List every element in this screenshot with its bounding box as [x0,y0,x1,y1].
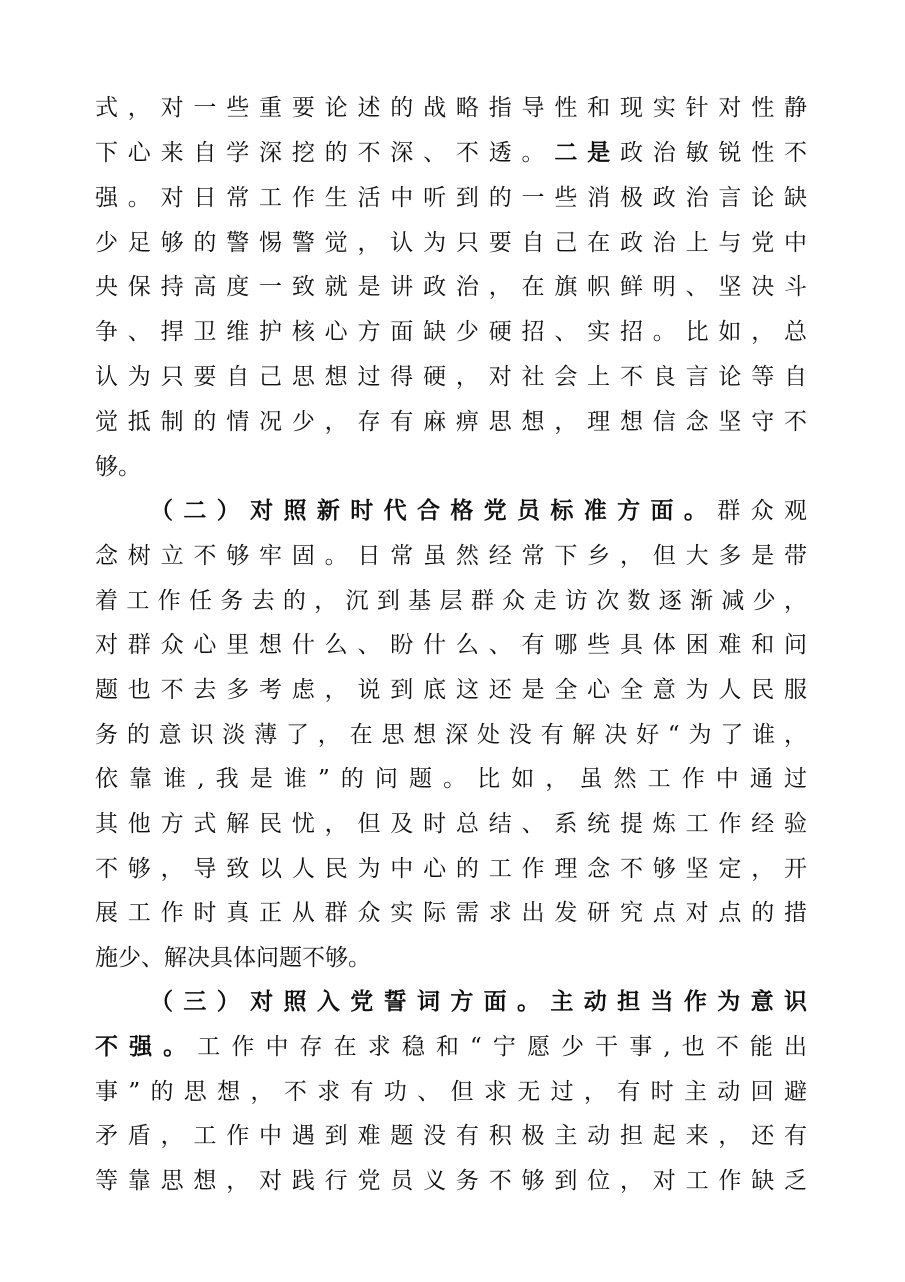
text-line [95,91,807,125]
text-span: 不够，导致以人民为中心的工作理念不够坚定，开 [95,856,807,882]
text-span: 少足够的警惕警觉，认为只要自己在政治上与党中 [95,230,807,256]
text-line [150,494,807,528]
text-span: 等靠思想，对践行党员义务不够到位，对工作缺乏 [95,1168,807,1194]
text-span: 矛盾，工作中遇到难题没有积极主动担起来，还有 [95,1123,807,1149]
text-line [95,450,807,484]
text-span: 政治敏锐性不 [619,140,808,166]
text-span: 其他方式解民忧，但及时总结、系统提炼工作经验 [95,811,807,837]
text-span: 事”的思想，不求有功、但求无过，有时主动回避 [95,1079,807,1105]
text-line [95,405,807,439]
text-line [95,852,807,886]
text-span: 式，对一些重要论述的战略指导性和现实针对性静 [95,95,807,121]
text-line [95,673,807,707]
text-span: 对群众心里想什么、盼什么、有哪些具体困难和问 [95,632,807,658]
text-line [95,1119,807,1153]
text-span: 认为只要自己思想过得硬，对社会上不良言论等自 [95,364,807,390]
text-line [95,584,807,618]
text-line [95,181,807,215]
text-line [95,360,807,394]
bold-text: 二是 [554,139,620,166]
bold-text: 不强。 [95,1033,198,1060]
text-line [95,315,807,349]
text-span: 念树立不够牢固。日常虽然经常下乡，但大多是带 [95,543,807,569]
text-line [95,539,807,573]
text-span: 展工作时真正从群众实际需求出发研究点对点的措 [95,900,807,926]
bold-text: （二）对照新时代合格党员标准方面。 [150,497,718,524]
text-span: 群众观 [717,498,808,524]
text-span: 下心来自学深挖的不深、不透。 [95,140,555,166]
text-line [95,270,807,304]
text-line [95,1075,807,1109]
text-span: 务的意识淡薄了，在思想深处没有解决好“为了谁， [95,722,807,748]
text-span: 争、捍卫维护核心方面缺少硬招、实招。比如，总 [95,319,807,345]
text-line [95,226,807,260]
text-span: 工作中存在求稳和“宁愿少干事,也不能出 [197,1034,807,1060]
text-span: 依靠谁,我是谁”的问题。比如，虽然工作中通过 [95,766,807,792]
text-line [95,1030,807,1064]
text-span: 够。 [95,454,141,480]
text-span: 题也不去多考虑，说到底这还是全心全意为人民服 [95,677,807,703]
text-span: 着工作任务去的，沉到基层群众走访次数逐渐减少， [95,588,807,614]
text-line [95,807,807,841]
text-span: 施少、解决具体问题不够。 [95,945,371,971]
text-line [95,136,807,170]
text-span: 央保持高度一致就是讲政治，在旗帜鲜明、坚决斗 [95,274,807,300]
text-line [95,718,807,752]
text-line [95,941,807,975]
text-line [95,762,807,796]
text-span: 觉抵制的情况少，存有麻痹思想，理想信念坚守不 [95,409,807,435]
text-line [95,1164,807,1198]
text-line [150,985,807,1019]
text-line [95,896,807,930]
text-span: 强。对日常工作生活中听到的一些消极政治言论缺 [95,185,807,211]
text-line [95,628,807,662]
bold-text: （三）对照入党誓词方面。主动担当作为意识 [150,988,807,1015]
